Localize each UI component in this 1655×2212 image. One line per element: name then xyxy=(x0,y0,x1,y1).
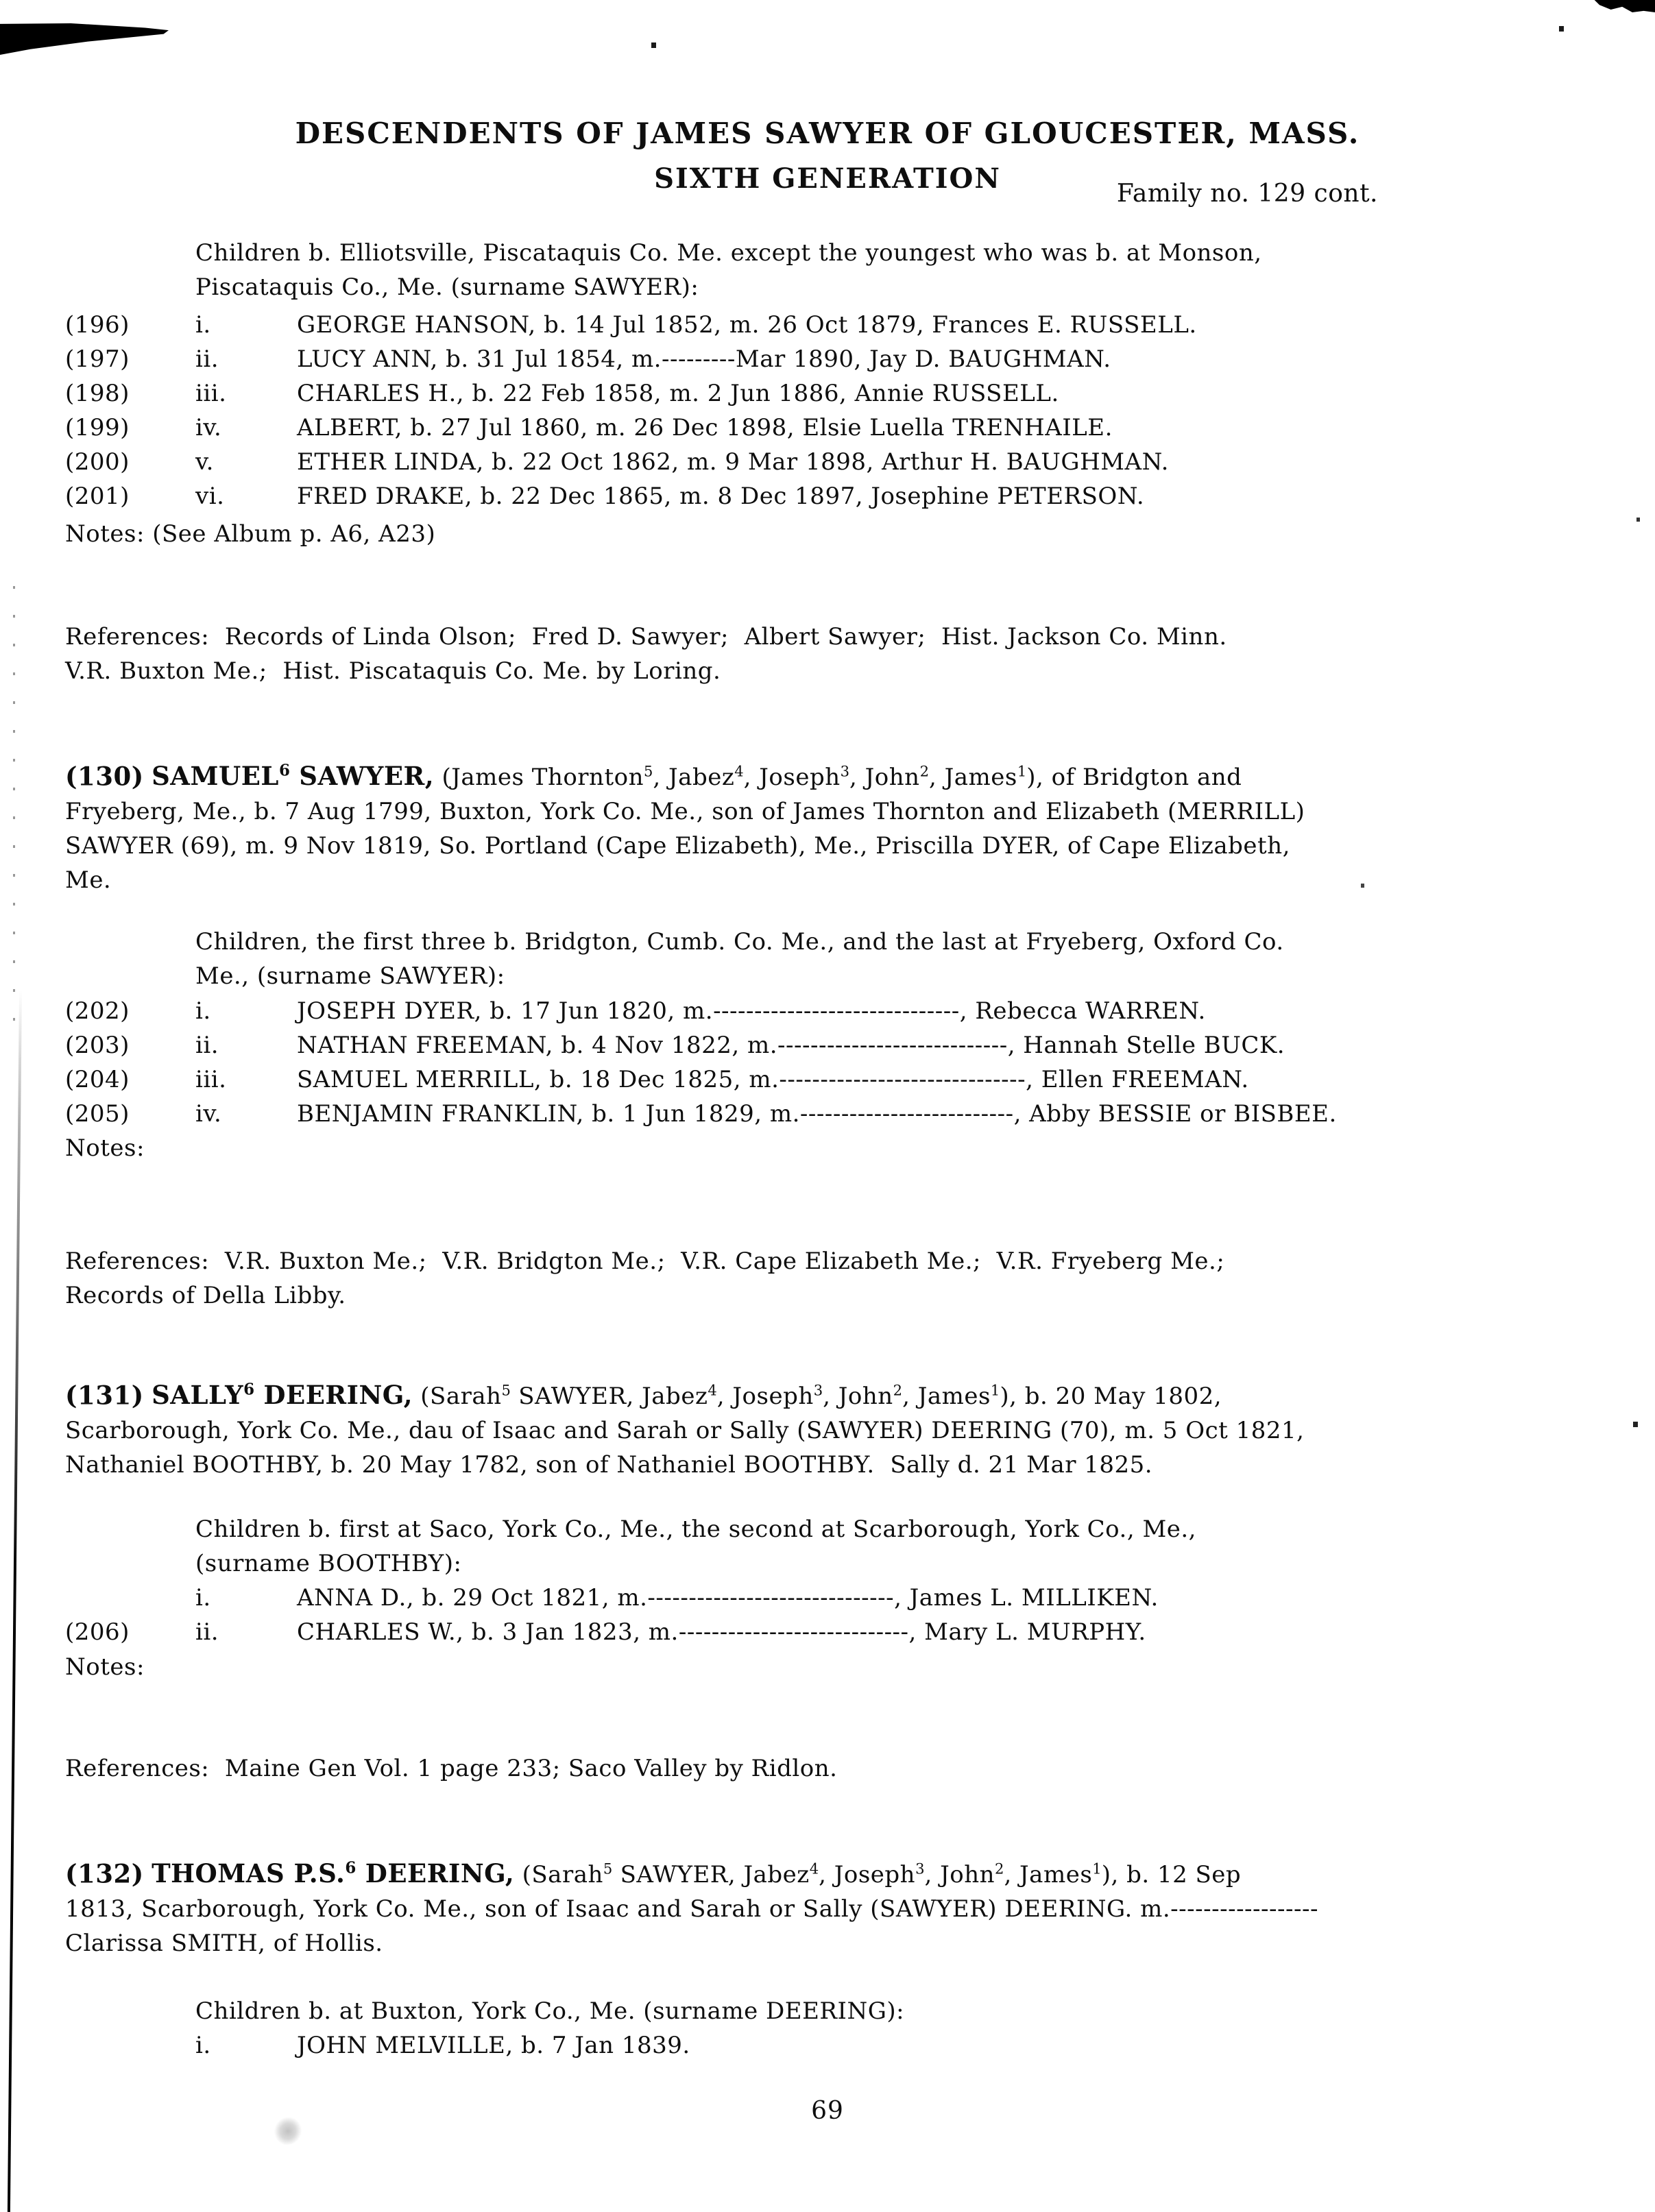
child-entry: ALBERT, b. 27 Jul 1860, m. 26 Dec 1898, Elsie Luella TRENHAILE. xyxy=(297,414,1113,441)
child-entry: NATHAN FREEMAN, b. 4 Nov 1822, m.----------------------------, Hannah Stelle BUCK. xyxy=(297,1032,1285,1059)
child-number: (204) xyxy=(65,1066,130,1093)
family130-heading xyxy=(65,754,1512,897)
child-row xyxy=(65,479,1601,513)
scan-artifact-left-line xyxy=(8,990,22,2212)
child-row xyxy=(65,994,1601,1028)
child-number: (206) xyxy=(65,1618,130,1646)
child-roman: i. xyxy=(195,1584,211,1612)
child-number: (205) xyxy=(65,1100,130,1128)
child-number: (202) xyxy=(65,997,130,1025)
page-subtitle: SIXTH GENERATION xyxy=(654,162,1001,195)
child-row xyxy=(65,376,1601,411)
scan-artifact-left-specks xyxy=(13,586,15,1025)
child-row xyxy=(65,445,1601,479)
child-number xyxy=(65,2028,195,2063)
family129-references: References: Records of Linda Olson; Fred D. Sawyer; Albert Sawyer; Hist. Jackson Co. Minn. V.R. Buxton Me.; Hist. Piscataquis Co. Me. by Loring. xyxy=(65,623,1227,685)
child-entry: CHARLES W., b. 3 Jan 1823, m.----------------------------, Mary L. MURPHY. xyxy=(297,1618,1146,1646)
family-number: (130) xyxy=(65,761,144,792)
family129-children-intro: Children b. Elliotsville, Piscataquis Co. Me. except the youngest who was b. at Monson, Piscataquis Co., Me. (surname SAWYER): xyxy=(195,239,1262,301)
family130-children-intro: Children, the first three b. Bridgton, Cumb. Co. Me., and the last at Fryeberg, Oxford Co. Me., (surname SAWYER): xyxy=(195,928,1284,990)
child-number: (197) xyxy=(65,345,130,373)
child-row xyxy=(65,1028,1601,1062)
child-roman: iv. xyxy=(195,414,222,441)
child-entry: JOHN MELVILLE, b. 7 Jan 1839. xyxy=(297,2032,690,2059)
child-number: (203) xyxy=(65,1032,130,1059)
child-row xyxy=(65,1581,1601,1615)
family-number: (132) xyxy=(65,1858,144,1889)
child-roman: v. xyxy=(195,448,214,476)
child-entry: BENJAMIN FRANKLIN, b. 1 Jun 1829, m.--------------------------, Abby BESSIE or BISBEE. xyxy=(297,1100,1337,1128)
child-number: (200) xyxy=(65,448,130,476)
child-row xyxy=(65,411,1601,445)
family-lineage-text: (Sarah$^5$ SAWYER, Jabez$^4$, Joseph$^3$, John$^2$, James$^1$), b. 20 May 1802, Scarborough, York Co. Me., dau of Isaac and Sarah or Sally (SAWYER) DEERING (70), m. 5 Oct 1821, Nathaniel BOOTHBY, b. 20 May 1782, son of Nathaniel BOOTHBY. Sally d. 21 Mar 1825. xyxy=(65,1382,1305,1479)
page-number: 69 xyxy=(811,2097,844,2125)
child-roman: ii. xyxy=(195,1618,219,1646)
child-row xyxy=(65,1097,1601,1131)
family130-references: References: V.R. Buxton Me.; V.R. Bridgton Me.; V.R. Cape Elizabeth Me.; V.R. Fryeberg Me.; Records of Della Libby. xyxy=(65,1248,1225,1309)
child-roman: iii. xyxy=(195,1066,227,1093)
child-number: (196) xyxy=(65,311,130,339)
family132-children-intro: Children b. at Buxton, York Co., Me. (surname DEERING): xyxy=(195,1997,905,2025)
family-continuation-note: Family no. 129 cont. xyxy=(1116,180,1378,208)
children-list-130 xyxy=(65,994,1601,1131)
children-list-132 xyxy=(65,2028,1601,2063)
family129-notes: Notes: (See Album p. A6, A23) xyxy=(65,520,436,548)
child-entry: GEORGE HANSON, b. 14 Jul 1852, m. 26 Oct 1879, Frances E. RUSSELL. xyxy=(297,311,1197,339)
family-name: SALLY$^6$ DEERING, xyxy=(152,1380,413,1411)
child-roman: ii. xyxy=(195,1032,219,1059)
child-roman: i. xyxy=(195,311,211,339)
scan-artifact-top-left xyxy=(0,23,169,55)
child-entry: JOSEPH DYER, b. 17 Jun 1820, m.------------------------------, Rebecca WARREN. xyxy=(297,997,1206,1025)
child-row xyxy=(65,1062,1601,1097)
family-number: (131) xyxy=(65,1380,144,1411)
child-entry: ETHER LINDA, b. 22 Oct 1862, m. 9 Mar 1898, Arthur H. BAUGHMAN. xyxy=(297,448,1169,476)
child-row xyxy=(65,308,1601,342)
family131-heading xyxy=(65,1373,1512,1482)
family-lineage-text: (Sarah$^5$ SAWYER, Jabez$^4$, Joseph$^3$, John$^2$, James$^1$), b. 12 Sep 1813, Scarborough, York Co. Me., son of Isaac and Sarah or Sally (SAWYER) DEERING. m.------------------ Clarissa SMITH, of Hollis. xyxy=(65,1860,1318,1958)
child-roman: vi. xyxy=(195,483,225,510)
page-title: DESCENDENTS OF JAMES SAWYER OF GLOUCESTER, MASS. xyxy=(295,117,1360,150)
family131-references: References: Maine Gen Vol. 1 page 233; Saco Valley by Ridlon. xyxy=(65,1755,838,1782)
child-entry: LUCY ANN, b. 31 Jul 1854, m.---------Mar 1890, Jay D. BAUGHMAN. xyxy=(297,345,1111,373)
child-row xyxy=(65,1615,1601,1649)
child-roman: iii. xyxy=(195,380,227,407)
children-list-131 xyxy=(65,1581,1601,1649)
family131-children-intro: Children b. first at Saco, York Co., Me., the second at Scarborough, York Co., Me., (surname BOOTHBY): xyxy=(195,1516,1196,1577)
child-entry: FRED DRAKE, b. 22 Dec 1865, m. 8 Dec 1897, Josephine PETERSON. xyxy=(297,483,1145,510)
scan-artifact-top-right xyxy=(1592,0,1655,12)
children-list-129 xyxy=(65,308,1601,513)
family-name: SAMUEL$^6$ SAWYER, xyxy=(152,761,435,792)
family132-heading xyxy=(65,1851,1512,1960)
child-number: (198) xyxy=(65,380,130,407)
child-entry: CHARLES H., b. 22 Feb 1858, m. 2 Jun 1886, Annie RUSSELL. xyxy=(297,380,1059,407)
child-roman: ii. xyxy=(195,345,219,373)
child-row xyxy=(65,2028,1601,2063)
child-number: (199) xyxy=(65,414,130,441)
child-row xyxy=(65,342,1601,376)
child-number xyxy=(65,1581,195,1615)
family131-notes: Notes: xyxy=(65,1653,145,1681)
child-roman: i. xyxy=(195,997,211,1025)
family-lineage-text: (James Thornton$^5$, Jabez$^4$, Joseph$^3$, John$^2$, James$^1$), of Bridgton and Fryeberg, Me., b. 7 Aug 1799, Buxton, York Co. Me., son of James Thornton and Elizabeth (MERRILL) SAWYER (69), m. 9 Nov 1819, So. Portland (Cape Elizabeth), Me., Priscilla DYER, of Cape Elizabeth, Me. xyxy=(65,763,1305,895)
child-entry: ANNA D., b. 29 Oct 1821, m.------------------------------, James L. MILLIKEN. xyxy=(297,1584,1159,1612)
child-entry: SAMUEL MERRILL, b. 18 Dec 1825, m.------------------------------, Ellen FREEMAN. xyxy=(297,1066,1249,1093)
scan-artifact-specks xyxy=(0,0,2,3)
family-name: THOMAS P.S.$^6$ DEERING, xyxy=(152,1858,515,1889)
family130-notes: Notes: xyxy=(65,1134,145,1162)
child-roman: i. xyxy=(195,2032,211,2059)
child-number: (201) xyxy=(65,483,130,510)
child-roman: iv. xyxy=(195,1100,222,1128)
